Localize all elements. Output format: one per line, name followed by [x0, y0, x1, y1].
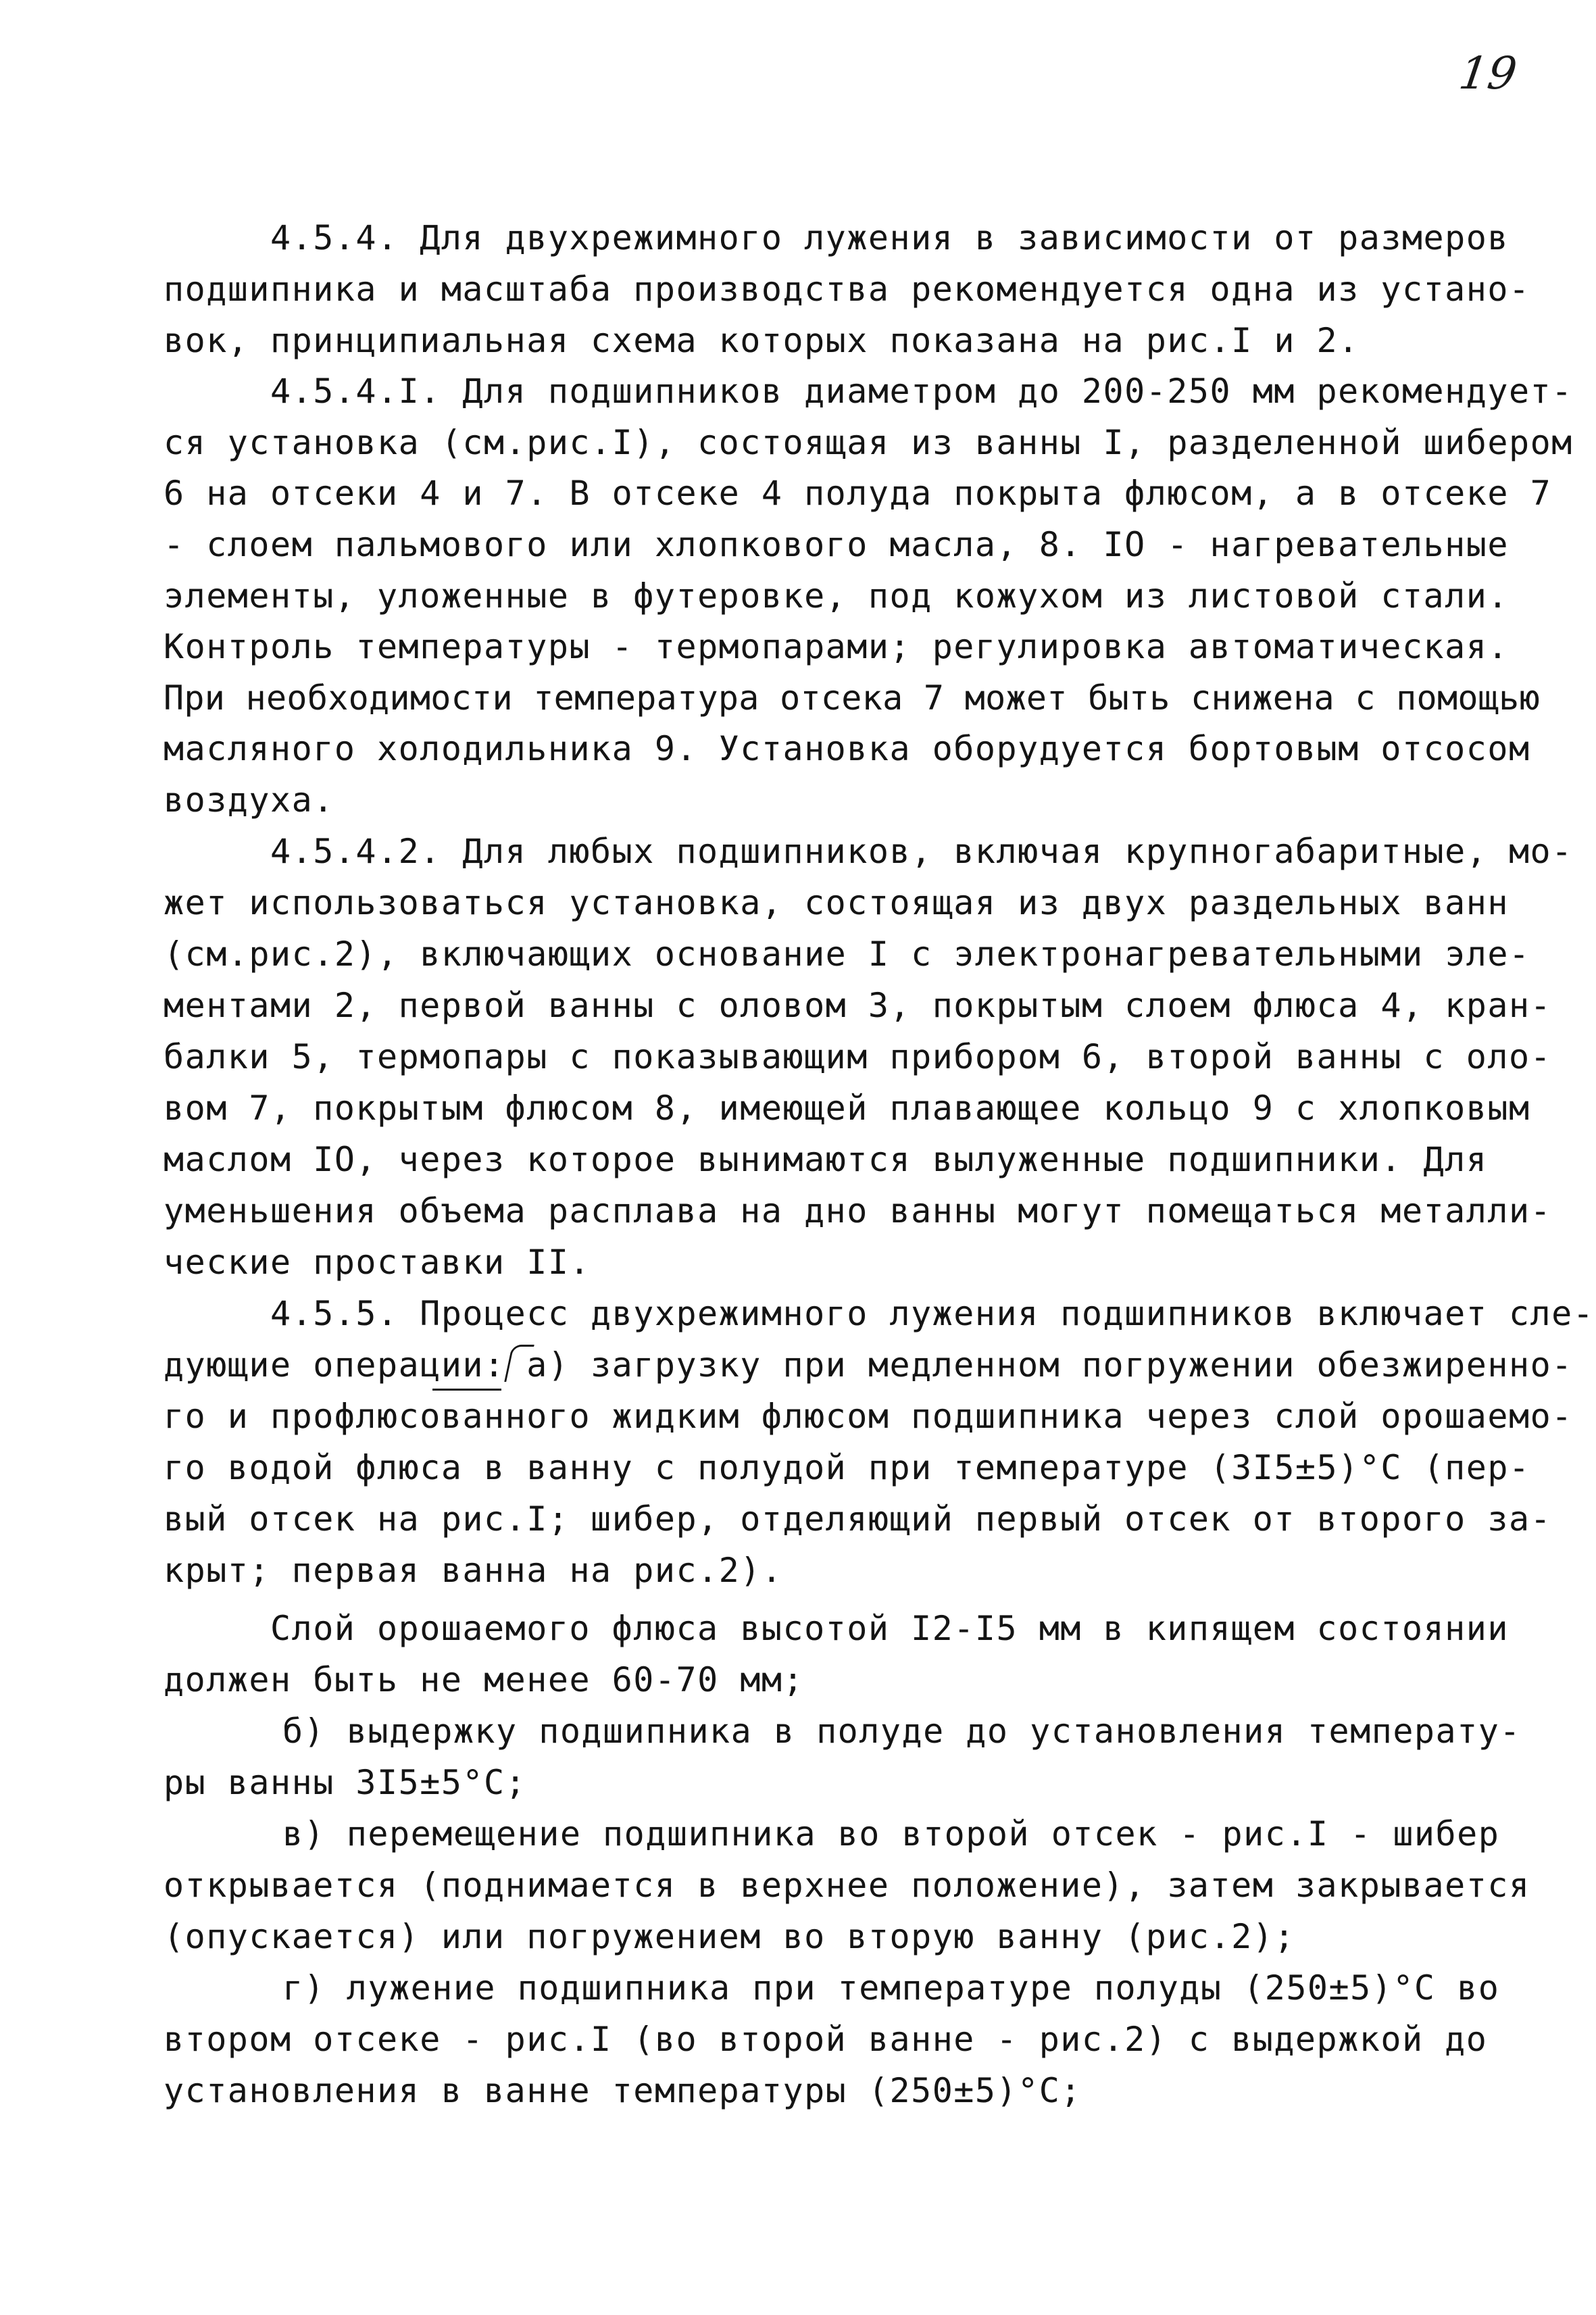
text-line: воздуха. — [164, 780, 334, 820]
text-line: Контроль температуры - термопарами; регулировка автоматическая. — [164, 627, 1509, 666]
text-line: ментами 2, первой ванны с оловом 3, покрытым слоем флюса 4, кран- — [164, 986, 1552, 1025]
text-line: 4.5.4.2. Для любых подшипников, включая крупногабаритные, мо- — [270, 832, 1573, 871]
text-line: вом 7, покрытым флюсом 8, имеющей плавающее кольцо 9 с хлопковым — [164, 1089, 1530, 1128]
handwritten-underline — [432, 1389, 501, 1391]
text-line: 6 на отсеки 4 и 7. В отсеке 4 полуда покрыта флюсом, а в отсеке 7 — [164, 474, 1552, 513]
text-line: го водой флюса в ванну с полудой при температуре (3I5±5)°С (пер- — [164, 1448, 1530, 1487]
text-line: вок, принципиальная схема которых показана на рис.I и 2. — [164, 321, 1360, 360]
text-line: (см.рис.2), включающих основание I с электронагревательными эле- — [164, 935, 1530, 974]
text-line: 4.5.4. Для двухрежимного лужения в зависимости от размеров — [270, 218, 1509, 257]
text-line: - слоем пальмового или хлопкового масла, 8. IO - нагревательные — [164, 525, 1509, 564]
text-line: При необходимости температура отсека 7 может быть снижена с помощью — [164, 678, 1540, 718]
text-line: должен быть не менее 60-70 мм; — [164, 1660, 805, 1699]
text-line: масляного холодильника 9. Установка оборудуется бортовым отсосом — [164, 729, 1530, 768]
text-line: ческие проставки II. — [164, 1243, 591, 1282]
text-line: дующие операции: а) загрузку при медленном погружении обезжиренно- — [164, 1345, 1573, 1385]
text-line: установления в ванне температуры (250±5)°С; — [164, 2071, 1082, 2110]
text-line: уменьшения объема расплава на дно ванны могут помещаться металли- — [164, 1191, 1552, 1230]
text-line: жет использоваться установка, состоящая из двух раздельных ванн — [164, 883, 1509, 922]
text-line: (опускается) или погружением во вторую ванну (рис.2); — [164, 1917, 1295, 1956]
text-line: ры ванны 3I5±5°С; — [164, 1763, 527, 1802]
text-line: балки 5, термопары с показывающим прибором 6, второй ванны с оло- — [164, 1037, 1552, 1076]
text-line: подшипника и масштаба производства рекомендуется одна из устано- — [164, 270, 1530, 309]
text-line: г) лужение подшипника при температуре полуды (250±5)°С во — [282, 1968, 1500, 2008]
text-line: втором отсеке - рис.I (во второй ванне - рис.2) с выдержкой до — [164, 2020, 1488, 2059]
text-line: ся установка (см.рис.I), состоящая из ванны I, разделенной шибером — [164, 423, 1573, 462]
text-line: вый отсек на рис.I; шибер, отделяющий первый отсек от второго за- — [164, 1499, 1552, 1539]
text-line: маслом IO, через которое вынимаются вылуженные подшипники. Для — [164, 1140, 1488, 1179]
page-number: 19 — [1455, 47, 1520, 99]
text-line: б) выдержку подшипника в полуде до установления температу- — [282, 1712, 1521, 1751]
text-line: Слой орошаемого флюса высотой I2-I5 мм в кипящем состоянии — [270, 1609, 1509, 1648]
text-line: крыт; первая ванна на рис.2). — [164, 1551, 783, 1590]
text-line: открывается (поднимается в верхнее положение), затем закрывается — [164, 1866, 1530, 1905]
text-line: 4.5.4.I. Для подшипников диаметром до 200-250 мм рекомендует- — [270, 372, 1573, 411]
text-line: 4.5.5. Процесс двухрежимного лужения подшипников включает сле- — [270, 1294, 1595, 1333]
text-line: элементы, уложенные в футеровке, под кожухом из листовой стали. — [164, 576, 1509, 616]
text-line: го и профлюсованного жидким флюсом подшипника через слой орошаемо- — [164, 1397, 1573, 1436]
text-line: в) перемещение подшипника во второй отсек - рис.I - шибер — [282, 1814, 1500, 1853]
